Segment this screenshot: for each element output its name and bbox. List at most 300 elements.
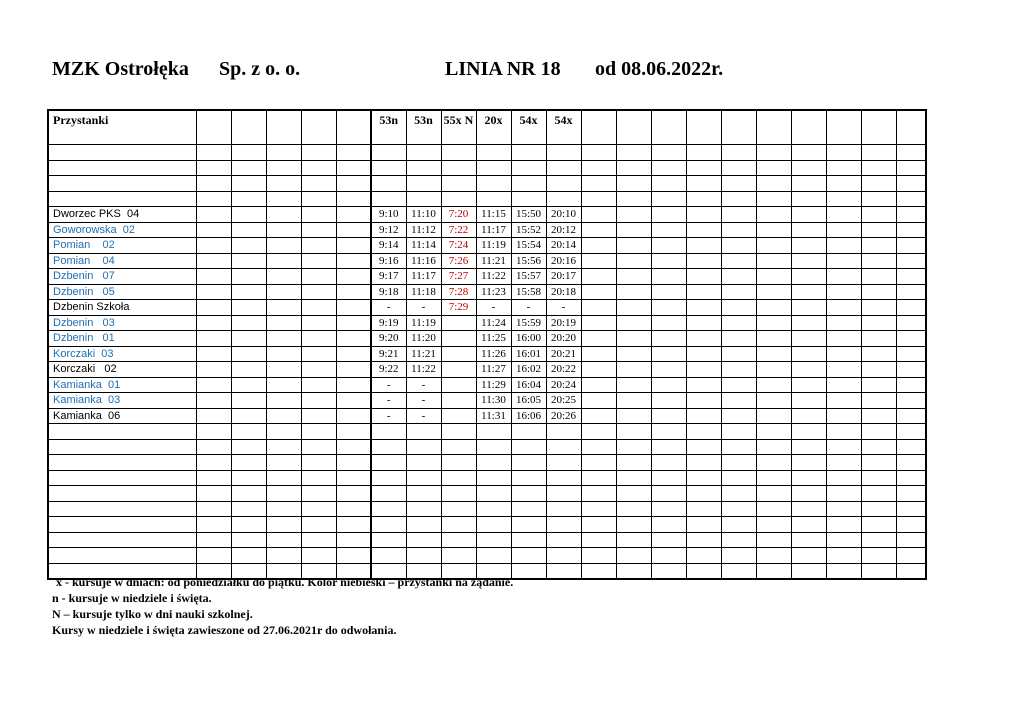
empty-cell <box>686 238 721 254</box>
departure-time: 20:19 <box>546 315 581 331</box>
empty-cell <box>581 300 616 316</box>
empty-cell <box>231 300 266 316</box>
departure-time: - <box>371 300 406 316</box>
departure-time: 20:14 <box>546 238 581 254</box>
empty-cell <box>476 191 511 207</box>
empty-cell <box>371 470 406 486</box>
empty-cell <box>616 145 651 161</box>
empty-cell <box>266 284 301 300</box>
empty-cell <box>301 238 336 254</box>
empty-cell <box>581 393 616 409</box>
empty-cell <box>616 269 651 285</box>
empty-cell <box>301 408 336 424</box>
departure-time: 15:59 <box>511 315 546 331</box>
course-header: 55x N <box>441 110 476 145</box>
empty-cell <box>231 222 266 238</box>
empty-cell <box>406 532 441 548</box>
departure-time: 16:06 <box>511 408 546 424</box>
empty-cell <box>861 145 896 161</box>
empty-cell <box>686 300 721 316</box>
departure-time: 16:05 <box>511 393 546 409</box>
empty-cell <box>896 207 926 223</box>
empty-cell <box>581 439 616 455</box>
empty-cell <box>336 393 371 409</box>
empty-cell <box>616 362 651 378</box>
empty-cell <box>511 548 546 564</box>
empty-cell <box>826 486 861 502</box>
empty-cell <box>371 176 406 192</box>
empty-header-cell <box>616 110 651 145</box>
empty-cell <box>336 517 371 533</box>
empty-cell <box>826 532 861 548</box>
empty-stop-cell <box>48 455 196 471</box>
empty-cell <box>336 362 371 378</box>
empty-cell <box>511 501 546 517</box>
empty-cell <box>651 532 686 548</box>
departure-time: 15:58 <box>511 284 546 300</box>
empty-cell <box>686 207 721 223</box>
empty-cell <box>721 300 756 316</box>
empty-cell <box>476 532 511 548</box>
departure-time: 11:24 <box>476 315 511 331</box>
stop-row <box>48 284 926 300</box>
departure-time: 16:04 <box>511 377 546 393</box>
empty-cell <box>266 331 301 347</box>
empty-cell <box>581 284 616 300</box>
empty-cell <box>266 346 301 362</box>
empty-stop-cell <box>48 424 196 440</box>
empty-cell <box>301 346 336 362</box>
empty-cell <box>336 160 371 176</box>
departure-time: 9:22 <box>371 362 406 378</box>
empty-cell <box>826 517 861 533</box>
course-header: 53n <box>371 110 406 145</box>
empty-cell <box>651 408 686 424</box>
empty-cell <box>336 486 371 502</box>
empty-cell <box>336 222 371 238</box>
empty-cell <box>616 331 651 347</box>
stop-row <box>48 315 926 331</box>
empty-cell <box>896 160 926 176</box>
empty-cell <box>196 439 231 455</box>
empty-cell <box>861 439 896 455</box>
empty-cell <box>756 253 791 269</box>
empty-cell <box>336 269 371 285</box>
empty-cell <box>686 346 721 362</box>
empty-cell <box>721 315 756 331</box>
empty-cell <box>406 160 441 176</box>
empty-cell <box>196 222 231 238</box>
empty-cell <box>616 548 651 564</box>
departure-time: 11:22 <box>406 362 441 378</box>
departure-time <box>441 377 476 393</box>
empty-cell <box>546 439 581 455</box>
empty-cell <box>861 362 896 378</box>
empty-cell <box>791 470 826 486</box>
empty-cell <box>756 207 791 223</box>
empty-cell <box>581 408 616 424</box>
departure-time: 11:12 <box>406 222 441 238</box>
empty-cell <box>651 377 686 393</box>
empty-cell <box>371 501 406 517</box>
empty-cell <box>616 393 651 409</box>
empty-cell <box>266 222 301 238</box>
departure-time: 11:10 <box>406 207 441 223</box>
stop-name: Kamianka 01 <box>48 377 196 393</box>
stop-row <box>48 253 926 269</box>
empty-cell <box>651 424 686 440</box>
empty-cell <box>581 331 616 347</box>
empty-cell <box>301 331 336 347</box>
departure-time: 9:21 <box>371 346 406 362</box>
stop-name: Dzbenin 01 <box>48 331 196 347</box>
empty-cell <box>686 532 721 548</box>
empty-cell <box>896 315 926 331</box>
empty-cell <box>336 191 371 207</box>
empty-cell <box>686 253 721 269</box>
empty-cell <box>791 486 826 502</box>
empty-cell <box>231 346 266 362</box>
empty-cell <box>266 362 301 378</box>
empty-cell <box>651 222 686 238</box>
departure-time: 9:20 <box>371 331 406 347</box>
departure-time: 20:12 <box>546 222 581 238</box>
empty-cell <box>896 439 926 455</box>
empty-cell <box>686 393 721 409</box>
empty-row <box>48 501 926 517</box>
empty-cell <box>791 145 826 161</box>
empty-cell <box>686 315 721 331</box>
empty-cell <box>651 315 686 331</box>
empty-cell <box>721 238 756 254</box>
empty-cell <box>196 315 231 331</box>
empty-stop-cell <box>48 517 196 533</box>
departure-time: 11:14 <box>406 238 441 254</box>
departure-time: 11:16 <box>406 253 441 269</box>
empty-cell <box>546 424 581 440</box>
stop-name: Dworzec PKS 04 <box>48 207 196 223</box>
departure-time: 11:19 <box>476 238 511 254</box>
empty-cell <box>266 408 301 424</box>
empty-stop-cell <box>48 486 196 502</box>
empty-cell <box>651 393 686 409</box>
empty-cell <box>231 331 266 347</box>
empty-cell <box>231 455 266 471</box>
empty-cell <box>581 362 616 378</box>
note-n: n - kursuje w niedziele i święta. <box>52 591 212 605</box>
empty-header-cell <box>336 110 371 145</box>
empty-cell <box>651 269 686 285</box>
empty-stop-cell <box>48 145 196 161</box>
empty-cell <box>861 269 896 285</box>
empty-row <box>48 424 926 440</box>
empty-cell <box>301 315 336 331</box>
departure-time: 7:20 <box>441 207 476 223</box>
stop-name: Pomian 04 <box>48 253 196 269</box>
departure-time: 15:50 <box>511 207 546 223</box>
empty-cell <box>756 191 791 207</box>
empty-cell <box>721 191 756 207</box>
empty-cell <box>686 331 721 347</box>
empty-cell <box>756 393 791 409</box>
empty-cell <box>861 424 896 440</box>
empty-cell <box>231 176 266 192</box>
stop-name: Dzbenin Szkoła <box>48 300 196 316</box>
empty-cell <box>791 300 826 316</box>
empty-cell <box>896 284 926 300</box>
empty-stop-cell <box>48 470 196 486</box>
empty-cell <box>651 191 686 207</box>
empty-cell <box>511 486 546 502</box>
empty-cell <box>721 548 756 564</box>
departure-time: 15:52 <box>511 222 546 238</box>
empty-cell <box>651 160 686 176</box>
empty-cell <box>441 176 476 192</box>
empty-cell <box>231 284 266 300</box>
stop-name: Pomian 02 <box>48 238 196 254</box>
empty-cell <box>756 455 791 471</box>
departure-time: 16:02 <box>511 362 546 378</box>
empty-cell <box>266 486 301 502</box>
empty-cell <box>721 346 756 362</box>
empty-cell <box>196 362 231 378</box>
empty-cell <box>336 346 371 362</box>
empty-cell <box>791 269 826 285</box>
valid-from-date: od 08.06.2022r. <box>595 58 724 80</box>
empty-cell <box>581 253 616 269</box>
empty-cell <box>616 455 651 471</box>
empty-cell <box>721 439 756 455</box>
empty-header-cell <box>721 110 756 145</box>
empty-header-cell <box>861 110 896 145</box>
empty-cell <box>616 346 651 362</box>
empty-cell <box>196 486 231 502</box>
empty-cell <box>266 176 301 192</box>
departure-time: 11:20 <box>406 331 441 347</box>
empty-cell <box>896 455 926 471</box>
departure-time: 7:24 <box>441 238 476 254</box>
empty-cell <box>686 222 721 238</box>
empty-cell <box>266 548 301 564</box>
empty-cell <box>826 207 861 223</box>
empty-cell <box>511 455 546 471</box>
empty-row <box>48 439 926 455</box>
empty-cell <box>266 315 301 331</box>
empty-cell <box>546 548 581 564</box>
empty-cell <box>791 238 826 254</box>
stop-name: Kamianka 03 <box>48 393 196 409</box>
departure-time: 15:57 <box>511 269 546 285</box>
empty-cell <box>581 501 616 517</box>
empty-row <box>48 548 926 564</box>
empty-cell <box>511 191 546 207</box>
empty-cell <box>511 517 546 533</box>
empty-cell <box>896 362 926 378</box>
empty-cell <box>546 160 581 176</box>
stop-name: Korczaki 02 <box>48 362 196 378</box>
empty-cell <box>756 160 791 176</box>
empty-cell <box>826 408 861 424</box>
empty-cell <box>336 145 371 161</box>
empty-cell <box>651 284 686 300</box>
stop-row <box>48 238 926 254</box>
empty-cell <box>616 470 651 486</box>
departure-time: 7:29 <box>441 300 476 316</box>
empty-cell <box>721 331 756 347</box>
empty-cell <box>861 300 896 316</box>
empty-cell <box>406 439 441 455</box>
empty-cell <box>441 455 476 471</box>
empty-cell <box>266 393 301 409</box>
empty-cell <box>826 439 861 455</box>
empty-cell <box>196 532 231 548</box>
empty-cell <box>231 548 266 564</box>
empty-cell <box>406 501 441 517</box>
empty-cell <box>616 424 651 440</box>
stop-name: Korczaki 03 <box>48 346 196 362</box>
stop-name: Dzbenin 03 <box>48 315 196 331</box>
departure-time: 20:18 <box>546 284 581 300</box>
empty-cell <box>301 160 336 176</box>
stop-row <box>48 377 926 393</box>
empty-cell <box>651 362 686 378</box>
empty-cell <box>651 238 686 254</box>
empty-cell <box>266 160 301 176</box>
empty-cell <box>406 191 441 207</box>
empty-cell <box>511 563 546 579</box>
empty-cell <box>651 455 686 471</box>
company-suffix: Sp. z o. o. <box>219 58 301 80</box>
empty-row <box>48 517 926 533</box>
empty-header-cell <box>791 110 826 145</box>
empty-cell <box>686 191 721 207</box>
empty-cell <box>686 548 721 564</box>
empty-cell <box>721 222 756 238</box>
empty-cell <box>616 284 651 300</box>
departure-time: 11:21 <box>476 253 511 269</box>
empty-cell <box>791 207 826 223</box>
empty-cell <box>791 315 826 331</box>
empty-cell <box>511 145 546 161</box>
empty-cell <box>371 548 406 564</box>
empty-cell <box>441 439 476 455</box>
empty-cell <box>581 238 616 254</box>
course-header: 54x <box>511 110 546 145</box>
empty-cell <box>756 424 791 440</box>
empty-cell <box>476 501 511 517</box>
empty-cell <box>861 346 896 362</box>
departure-time: 11:30 <box>476 393 511 409</box>
empty-cell <box>336 300 371 316</box>
empty-cell <box>686 160 721 176</box>
empty-cell <box>826 284 861 300</box>
empty-cell <box>861 408 896 424</box>
empty-cell <box>476 548 511 564</box>
empty-cell <box>896 346 926 362</box>
empty-cell <box>406 455 441 471</box>
empty-cell <box>826 176 861 192</box>
stop-name: Kamianka 06 <box>48 408 196 424</box>
empty-cell <box>616 439 651 455</box>
departure-time: 11:22 <box>476 269 511 285</box>
empty-cell <box>406 470 441 486</box>
note-x: x - kursuje w dniach: od poniedziałku do piątku. Kolor niebieski – przystanki na żądanie. <box>56 575 514 589</box>
empty-cell <box>231 532 266 548</box>
departure-time: 20:16 <box>546 253 581 269</box>
empty-cell <box>896 331 926 347</box>
empty-cell <box>301 501 336 517</box>
empty-cell <box>301 222 336 238</box>
empty-cell <box>861 517 896 533</box>
empty-cell <box>721 269 756 285</box>
stop-row <box>48 331 926 347</box>
empty-cell <box>441 424 476 440</box>
empty-cell <box>896 517 926 533</box>
empty-cell <box>441 517 476 533</box>
empty-cell <box>756 300 791 316</box>
empty-cell <box>826 455 861 471</box>
empty-cell <box>266 191 301 207</box>
empty-cell <box>616 517 651 533</box>
empty-cell <box>651 145 686 161</box>
stop-row <box>48 408 926 424</box>
empty-cell <box>336 424 371 440</box>
empty-cell <box>651 207 686 223</box>
empty-cell <box>756 517 791 533</box>
empty-cell <box>581 160 616 176</box>
empty-cell <box>826 377 861 393</box>
empty-cell <box>231 424 266 440</box>
empty-cell <box>651 486 686 502</box>
empty-cell <box>196 470 231 486</box>
departure-time: - <box>371 393 406 409</box>
empty-cell <box>301 300 336 316</box>
empty-cell <box>826 470 861 486</box>
empty-cell <box>441 486 476 502</box>
empty-cell <box>196 300 231 316</box>
empty-cell <box>476 486 511 502</box>
empty-cell <box>301 548 336 564</box>
empty-cell <box>476 455 511 471</box>
empty-cell <box>301 470 336 486</box>
empty-stop-cell <box>48 501 196 517</box>
empty-cell <box>476 176 511 192</box>
empty-cell <box>196 269 231 285</box>
empty-cell <box>581 191 616 207</box>
empty-cell <box>301 424 336 440</box>
empty-cell <box>546 486 581 502</box>
empty-cell <box>371 145 406 161</box>
empty-cell <box>721 362 756 378</box>
departure-time: - <box>406 300 441 316</box>
empty-cell <box>721 486 756 502</box>
empty-cell <box>686 501 721 517</box>
empty-cell <box>196 160 231 176</box>
empty-cell <box>791 408 826 424</box>
departure-time: 9:18 <box>371 284 406 300</box>
header-row <box>48 110 926 145</box>
empty-cell <box>371 517 406 533</box>
empty-cell <box>511 470 546 486</box>
empty-cell <box>896 424 926 440</box>
empty-cell <box>231 439 266 455</box>
empty-cell <box>546 145 581 161</box>
empty-cell <box>546 470 581 486</box>
empty-cell <box>686 439 721 455</box>
stop-name: Dzbenin 05 <box>48 284 196 300</box>
departure-time: 20:22 <box>546 362 581 378</box>
empty-cell <box>581 222 616 238</box>
